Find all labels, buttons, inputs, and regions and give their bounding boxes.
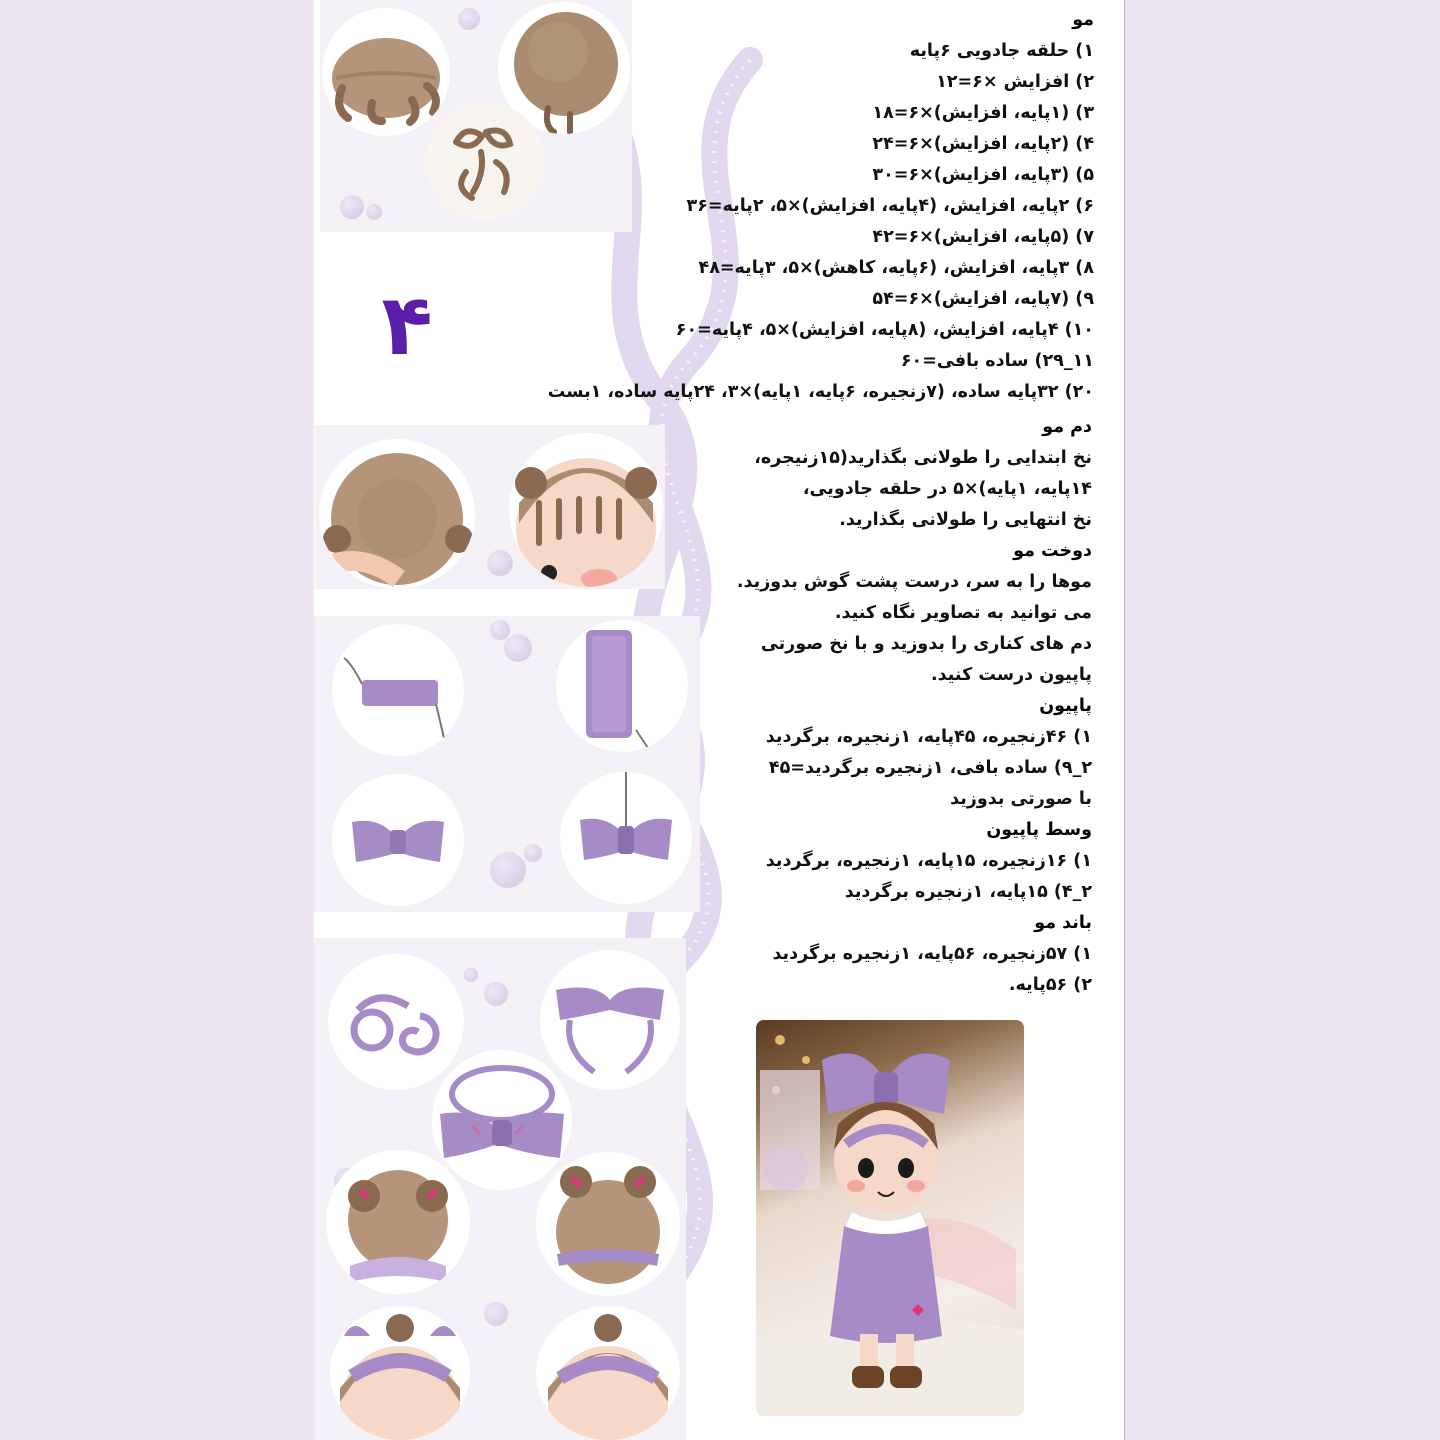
bow-center-title: وسط پاپیون: [986, 820, 1092, 840]
hair-title: مو: [1072, 10, 1094, 30]
head-back-with-band-image: [326, 1150, 470, 1294]
ponytail-title: دم مو: [1042, 417, 1092, 437]
ponytail-line: ۱۴پایه، ۱پایه)×۵ در حلقه جادویی،: [802, 479, 1092, 499]
hair-band-line: ۲) ۵۶پایه.: [1008, 975, 1092, 995]
hair-line: ۵) (۳پایه، افزایش)×۶=۳۰: [872, 165, 1094, 185]
ponytail-line: نخ انتهایی را طولانی بگذارید.: [839, 510, 1092, 530]
hair-line: ۶) ۲پایه، افزایش، (۴پایه، افزایش)×۵، ۲پایه=۳۶: [686, 196, 1094, 216]
bow-center-line: ۱) ۱۶زنجیره، ۱۵پایه، ۱زنجیره، برگردید: [765, 851, 1092, 871]
ponytail-instructions: [737, 412, 1092, 1001]
bow-folded-image: [556, 620, 688, 752]
head-front-image: [509, 433, 663, 587]
band-loop-image: [432, 1050, 572, 1190]
sewing-hair-line: می توانید به تصاویر نگاه کنید.: [834, 603, 1092, 623]
hair-instructions: [548, 5, 1094, 408]
bow-line: ۲_۹) ساده بافی، ۱زنجیره برگردید=۴۵: [768, 758, 1092, 778]
sewing-hair-line: پاپیون درست کنید.: [931, 665, 1092, 685]
hair-line: ۲۰) ۳۲پایه ساده، (۷زنجیره، ۶پایه، ۱پایه)×۳، ۲۴پایه ساده، ۱بست: [547, 382, 1094, 402]
sewing-hair-line: موها را به سر، درست پشت گوش بدوزید.: [736, 572, 1092, 592]
hair-line: ۹) (۷پایه، افزایش)×۶=۵۴: [872, 289, 1094, 309]
sewing-hair-line: دم های کناری را بدوزید و با نخ صورتی: [760, 634, 1092, 654]
bow-steps-photos: [314, 616, 700, 912]
hair-band-line: ۱) ۵۷زنجیره، ۵۶پایه، ۱زنجیره برگردید: [772, 944, 1092, 964]
hair-line: ۱۰) ۴پایه، افزایش، (۸پایه، افزایش)×۵، ۴پایه=۶۰: [675, 320, 1094, 340]
bow-shaped-image: [332, 774, 464, 906]
hair-line: ۸) ۳پایه، افزایش، (۶پایه، کاهش)×۵، ۳پایه=۴۸: [698, 258, 1094, 278]
hair-line: ۳) (۱پایه، افزایش)×۶=۱۸: [872, 103, 1094, 123]
head-with-bow-band-right-image: [536, 1306, 680, 1440]
hair-cap-with-strands-image: [322, 8, 450, 136]
hair-line: ۱) حلقه جادویی ۶پایه: [909, 41, 1094, 61]
hair-band-title: باند مو: [1034, 913, 1092, 933]
doll-image: [756, 1020, 1024, 1416]
band-with-bow-image: [540, 950, 680, 1090]
finished-doll-photo: [750, 1014, 1036, 1424]
head-ponytail-photos: [315, 425, 665, 589]
head-top-with-band-image: [536, 1152, 680, 1296]
bow-line: ۱) ۴۶زنجیره، ۴۵پایه، ۱زنجیره، برگردید: [765, 727, 1092, 747]
divider: [1124, 0, 1125, 1440]
ponytail-line: نخ ابتدایی را طولانی بگذارید(۱۵زنیجره،: [754, 448, 1092, 468]
head-with-bow-band-left-image: [330, 1306, 470, 1440]
bow-strip-image: [332, 624, 464, 756]
bow-line: با صورتی بدوزید: [950, 789, 1092, 809]
hair-strands-image: [426, 102, 544, 220]
hair-line: ۴) (۲پایه، افزایش)×۶=۲۴: [872, 134, 1094, 154]
band-coil-image: [328, 954, 464, 1090]
hair-line: ۱۱_۲۹) ساده بافی=۶۰: [900, 351, 1094, 371]
hair-band-photos: [314, 938, 686, 1440]
step-number: ۴: [381, 276, 433, 374]
head-back-image: [319, 439, 475, 589]
bow-title: پاپیون: [1039, 696, 1092, 716]
hair-line: ۷) (۵پایه، افزایش)×۶=۴۲: [872, 227, 1094, 247]
hair-line: ۲) افزایش ×۶=۱۲: [936, 72, 1094, 92]
bow-center-line: ۲_۴) ۱۵پایه، ۱زنجیره برگردید: [844, 882, 1092, 902]
sewing-hair-title: دوخت مو: [1013, 541, 1092, 561]
bow-finished-image: [560, 772, 692, 904]
